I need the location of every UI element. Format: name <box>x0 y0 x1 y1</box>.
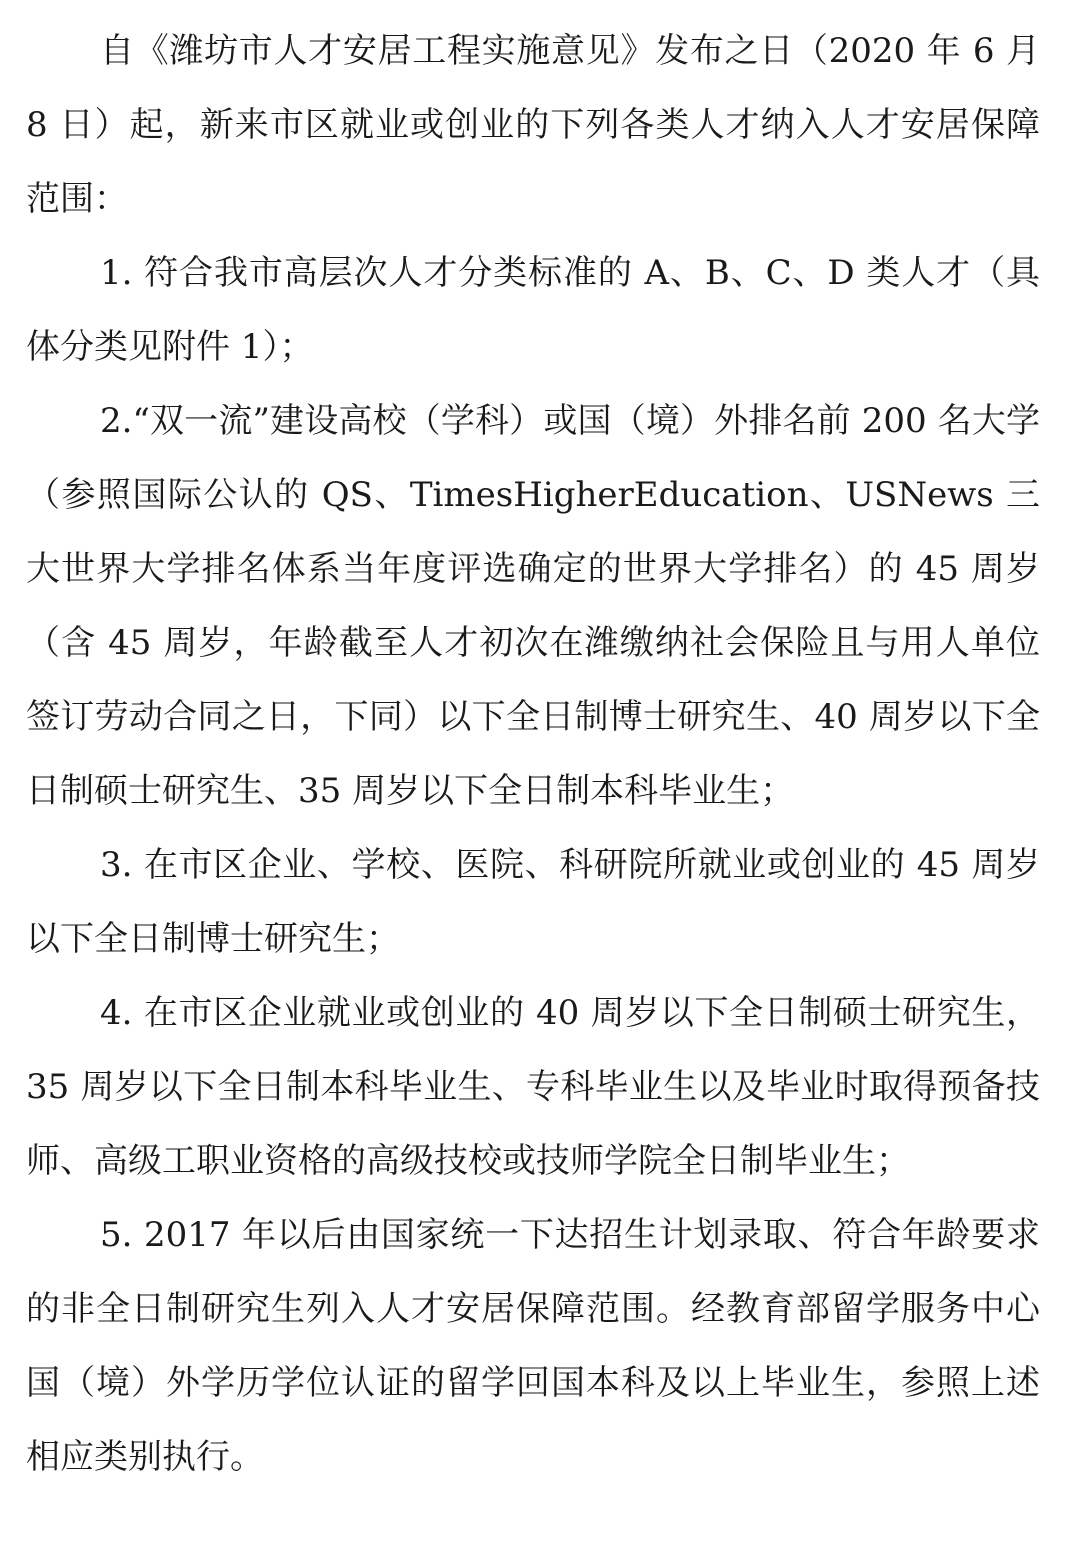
list-item-3: 3. 在市区企业、学校、医院、科研院所就业或创业的 45 周岁以下全日制博士研究生； <box>26 845 1040 959</box>
intro-paragraph: 自《潍坊市人才安居工程实施意见》发布之日（2020 年 6 月 8 日）起，新来市区就业或创业的下列各类人才纳入人才安居保障范围： <box>26 31 1040 219</box>
list-item-1: 1. 符合我市高层次人才分类标准的 A、B、C、D 类人才（具体分类见附件 1）； <box>26 253 1040 367</box>
list-item-2: 2.“双一流”建设高校（学科）或国（境）外排名前 200 名大学（参照国际公认的 QS、TimesHigherEducation、USNews 三大世界大学排名体系当年度评选确定的世界大学排名）的 45 周岁（含 45 周岁，年龄截至人才初次在潍缴纳社会保险且与用人单位签订劳动合同之日，下同）以下全日制博士研究生、40 周岁以下全日制硕士研究生、35 周岁以下全日制本科毕业生； <box>26 401 1040 811</box>
list-item-5: 5. 2017 年以后由国家统一下达招生计划录取、符合年龄要求的非全日制研究生列入人才安居保障范围。经教育部留学服务中心国（境）外学历学位认证的留学回国本科及以上毕业生，参照上述相应类别执行。 <box>26 1215 1040 1477</box>
document-body <box>26 14 1040 1494</box>
list-item-4: 4. 在市区企业就业或创业的 40 周岁以下全日制硕士研究生，35 周岁以下全日制本科毕业生、专科毕业生以及毕业时取得预备技师、高级工职业资格的高级技校或技师学院全日制毕业生； <box>26 993 1040 1181</box>
